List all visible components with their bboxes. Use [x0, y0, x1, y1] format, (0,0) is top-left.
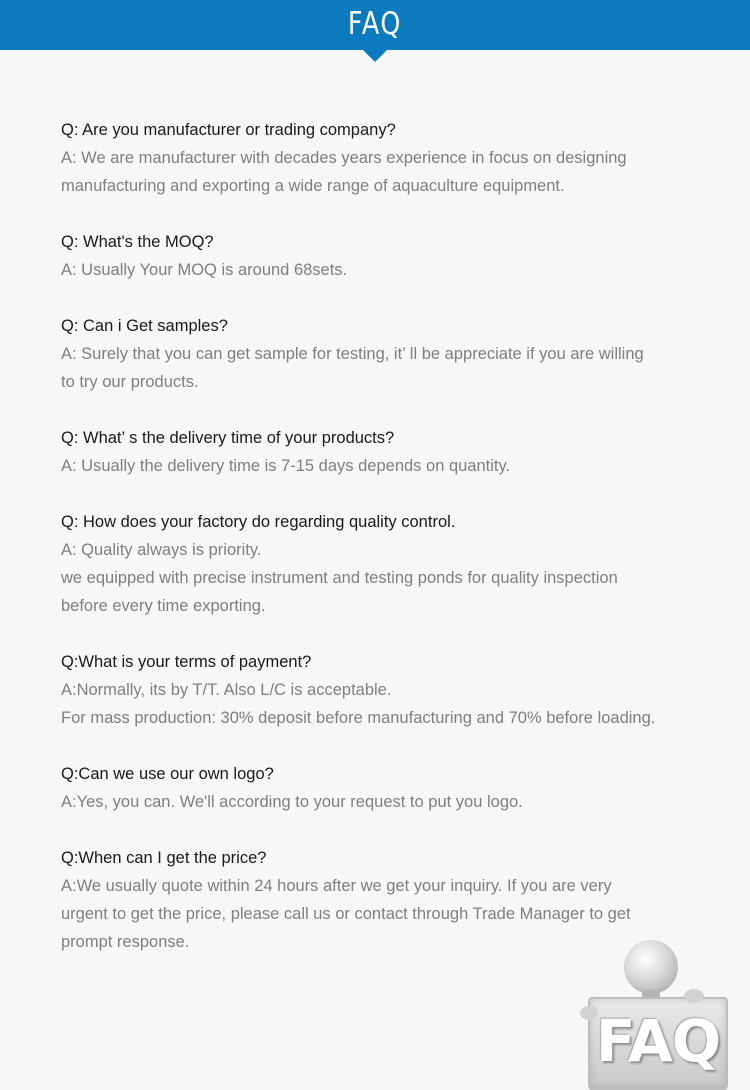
faq-question: Q: Are you manufacturer or trading company? [61, 121, 396, 139]
faq-answer [61, 676, 701, 732]
faq-answer [61, 256, 701, 284]
faq-item [61, 424, 701, 480]
faq-item [61, 312, 701, 396]
answer-line: A:Yes, you can. We'll according to your request to put you logo. [61, 793, 523, 811]
answer-line: to try our products. [61, 373, 199, 391]
faq-item [61, 760, 701, 816]
faq-board-text: FAQ [595, 1007, 721, 1075]
answer-line: A: Usually the delivery time is 7-15 days depends on quantity. [61, 457, 511, 475]
page-title: FAQ [347, 6, 403, 42]
faq-question: Q:When can I get the price? [61, 849, 267, 867]
faq-question: Q:What is your terms of payment? [61, 653, 312, 671]
answer-line: A:We usually quote within 24 hours after we get your inquiry. If you are very [61, 877, 612, 895]
faq-question: Q:Can we use our own logo? [61, 765, 274, 783]
faq-answer [61, 788, 701, 816]
banner-pointer [363, 50, 387, 62]
answer-line: A: Surely that you can get sample for testing, it’ ll be appreciate if you are willing [61, 345, 644, 363]
faq-list [61, 116, 701, 984]
faq-item [61, 116, 701, 200]
answer-line: A: Usually Your MOQ is around 68sets. [61, 261, 348, 279]
faq-banner [0, 0, 750, 50]
answer-line: manufacturing and exporting a wide range of aquaculture equipment. [61, 177, 565, 195]
faq-item [61, 508, 701, 620]
answer-line: A: We are manufacturer with decades years experience in focus on designing [61, 149, 627, 167]
faq-question: Q: How does your factory do regarding quality control. [61, 513, 456, 531]
figure-right-hand-icon [684, 989, 704, 1003]
answer-line: A: Quality always is priority. [61, 541, 262, 559]
faq-question: Q: What’ s the delivery time of your products? [61, 429, 395, 447]
answer-line: urgent to get the price, please call us or contact through Trade Manager to get [61, 905, 631, 923]
faq-answer [61, 452, 701, 480]
answer-line: before every time exporting. [61, 597, 266, 615]
answer-line: A:Normally, its by T/T. Also L/C is acceptable. [61, 681, 392, 699]
faq-item [61, 228, 701, 284]
faq-item [61, 648, 701, 732]
faq-answer [61, 536, 701, 620]
answer-line: we equipped with precise instrument and testing ponds for quality inspection [61, 569, 618, 587]
answer-line: prompt response. [61, 933, 190, 951]
figure-head-icon [624, 940, 678, 994]
faq-question: Q: What's the MOQ? [61, 233, 214, 251]
faq-answer [61, 340, 701, 396]
answer-line: For mass production: 30% deposit before manufacturing and 70% before loading. [61, 709, 656, 727]
faq-question: Q: Can i Get samples? [61, 317, 228, 335]
faq-answer [61, 144, 701, 200]
faq-figure-illustration [580, 940, 740, 1090]
